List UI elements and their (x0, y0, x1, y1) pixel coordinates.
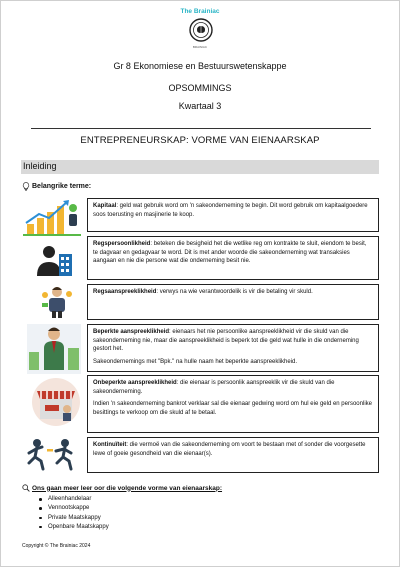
closed-shop-icon (31, 377, 81, 427)
debt-person-icon (41, 285, 73, 319)
legal-person-icon (35, 240, 75, 280)
limited-liability-icon (27, 324, 81, 374)
term-box-regsaanspreeklikheid (87, 284, 379, 320)
term-box-kontinuiteit (87, 437, 379, 473)
section-bar (21, 160, 379, 174)
brand-name: The Brainiac (180, 8, 220, 15)
terms-heading (22, 182, 91, 191)
term-name: Kapitaal (93, 203, 117, 209)
term-definition: : geld wat gebruik word om 'n sakeonderneming te begin. Dit word gebruik om kapitaalgoedere soos toerusting en masjinerie te koop. (93, 203, 368, 218)
logo-caption: BRAINIAC (192, 45, 208, 49)
list-item: Openbare Maatskappy (39, 523, 109, 532)
term-box-onbeperkte-aanspreeklikheid (87, 375, 379, 433)
brain-logo-icon (187, 17, 215, 45)
list-item: Vennootskappe (39, 504, 109, 513)
subject-title: Gr 8 Ekonomiese en Bestuurswetenskappe (113, 61, 287, 71)
term-definition: : verwys na wie verantwoordelik is vir die betaling vir skuld. (156, 289, 313, 295)
term-note: Sakeondernemings met "Bpk." na hulle naam het beperkte aanspreeklikheid. (93, 359, 298, 366)
capital-growth-icon (23, 196, 81, 238)
term-definition: : beteken die besigheid het die wetlike reg om kontrakte te sluit, eiendom te besit, te dagvaar en gedagvaar te word. Dit is met ander woorde die sakeonderneming wat transaksies aangaan en nie die persone wat die onderneming besit nie. (93, 241, 367, 265)
lightbulb-icon (22, 182, 30, 191)
section-title: Inleiding (23, 161, 57, 171)
term-definition: : die eienaar is persoonlik aanspreeklik vir die skuld van die sakeonderneming. (93, 380, 335, 395)
term-name: Kontinuïteit (93, 442, 127, 448)
term-box-regspersoonlikheid (87, 236, 379, 280)
term-box-kapitaal (87, 198, 379, 232)
term-name: Regspersoonlikheid (93, 241, 151, 247)
copyright-notice: Copyright © The Brainiac 2024 (22, 543, 91, 549)
list-item: Private Maatskappy (39, 514, 109, 523)
doc-type-title: OPSOMMINGS (168, 83, 232, 93)
magnifier-icon (22, 484, 30, 492)
term-definition: : die vermoë van die sakeonderneming om voort te bestaan met of sonder die voorgesette lewe of goeie gesondheid van die eienaar(s). (93, 442, 366, 457)
term-note: Indien 'n sakeonderneming bankrot verklaar sal die eienaar gedwing word om hul eie geld en persoonlike besittings te verkoop om die skuld af te betaal. (93, 401, 372, 417)
forms-heading-label: Ons gaan meer leer oor die volgende vorme van eienaarskap: (32, 484, 223, 492)
main-heading: ENTREPRENEURSKAP: VORME VAN EIENAARSKAP (80, 135, 320, 146)
term-definition: : eienaars het nie persoonlike aanspreeklikheid vir die skuld van die sakeonderneming nie, maar die aanspreeklikheid is beperk tot die geld wat hulle in die onderneming gestort het. (93, 329, 359, 353)
divider-line (31, 128, 371, 129)
terms-heading-label: Belangrike terme: (32, 183, 92, 190)
term-name: Onbeperkte aanspreeklikheid (93, 380, 177, 386)
term-name: Beperkte aanspreeklikheid (93, 329, 170, 335)
term-name: Regsaanspreeklikheid (93, 289, 157, 295)
term-box-beperkte-aanspreeklikheid (87, 324, 379, 372)
list-item: Alleenhandelaar (39, 495, 109, 504)
forms-list (39, 495, 109, 532)
relay-runners-icon (25, 437, 81, 473)
forms-heading (22, 484, 222, 492)
term-title: Kwartaal 3 (178, 101, 222, 111)
